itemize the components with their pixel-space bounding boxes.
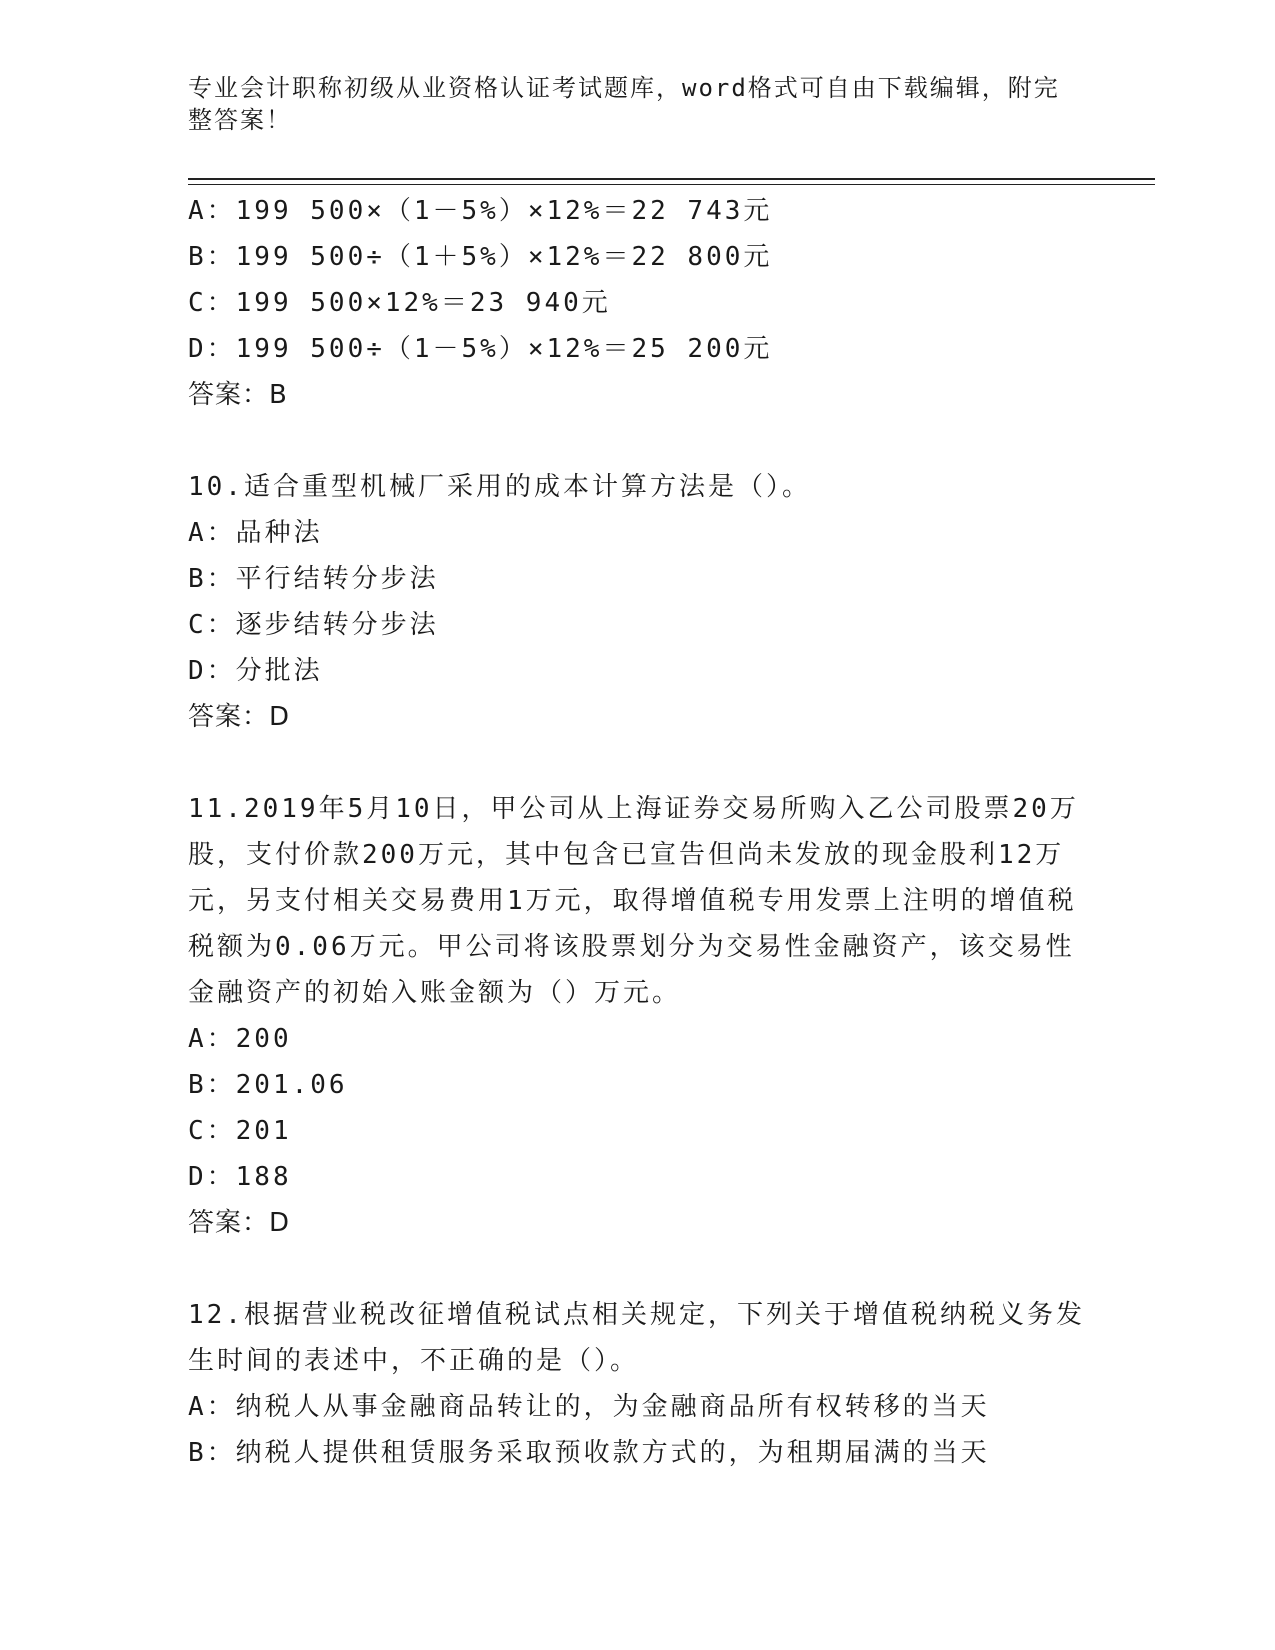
question-content: [188, 188, 1088, 1476]
header-rule-thin: [188, 184, 1155, 185]
option-d: D：分批法: [188, 656, 323, 686]
question-9: [188, 188, 1088, 418]
answer: 答案：D: [188, 1208, 291, 1238]
option-b: B：201.06: [188, 1070, 348, 1100]
option-d: D：188: [188, 1162, 292, 1192]
question-11: [188, 786, 1088, 1246]
option-a: A：200: [188, 1024, 292, 1054]
question-stem: 12.根据营业税改征增值税试点相关规定，下列关于增值税纳税义务发生时间的表述中，不正确的是（）。: [188, 1300, 1085, 1376]
option-c: C：201: [188, 1116, 292, 1146]
option-c: C：199 500×12%＝23 940元: [188, 288, 611, 318]
option-b: B：199 500÷（1＋5%）×12%＝22 800元: [188, 242, 773, 272]
option-b: B：纳税人提供租赁服务采取预收款方式的，为租期届满的当天: [188, 1438, 990, 1468]
question-stem: 11.2019年5月10日，甲公司从上海证券交易所购入乙公司股票20万股，支付价款200万元，其中包含已宣告但尚未发放的现金股利12万元，另支付相关交易费用1万元，取得增值税专用发票上注明的增值税税额为0.06万元。甲公司将该股票划分为交易性金融资产，该交易性金融资产的初始入账金额为（）万元。: [188, 794, 1079, 1008]
document-header: 专业会计职称初级从业资格认证考试题库，word格式可自由下载编辑，附完整答案！: [188, 74, 1060, 134]
question-stem: 10.适合重型机械厂采用的成本计算方法是（）。: [188, 472, 811, 502]
option-b: B：平行结转分步法: [188, 564, 439, 594]
answer: 答案：B: [188, 380, 288, 410]
header-rule-thick: [188, 178, 1155, 180]
option-d: D：199 500÷（1－5%）×12%＝25 200元: [188, 334, 773, 364]
option-a: A：品种法: [188, 518, 323, 548]
answer: 答案：D: [188, 702, 291, 732]
question-10: [188, 464, 1088, 740]
option-a: A：199 500×（1－5%）×12%＝22 743元: [188, 196, 773, 226]
option-c: C：逐步结转分步法: [188, 610, 439, 640]
question-12: [188, 1292, 1088, 1476]
option-a: A：纳税人从事金融商品转让的，为金融商品所有权转移的当天: [188, 1392, 990, 1422]
